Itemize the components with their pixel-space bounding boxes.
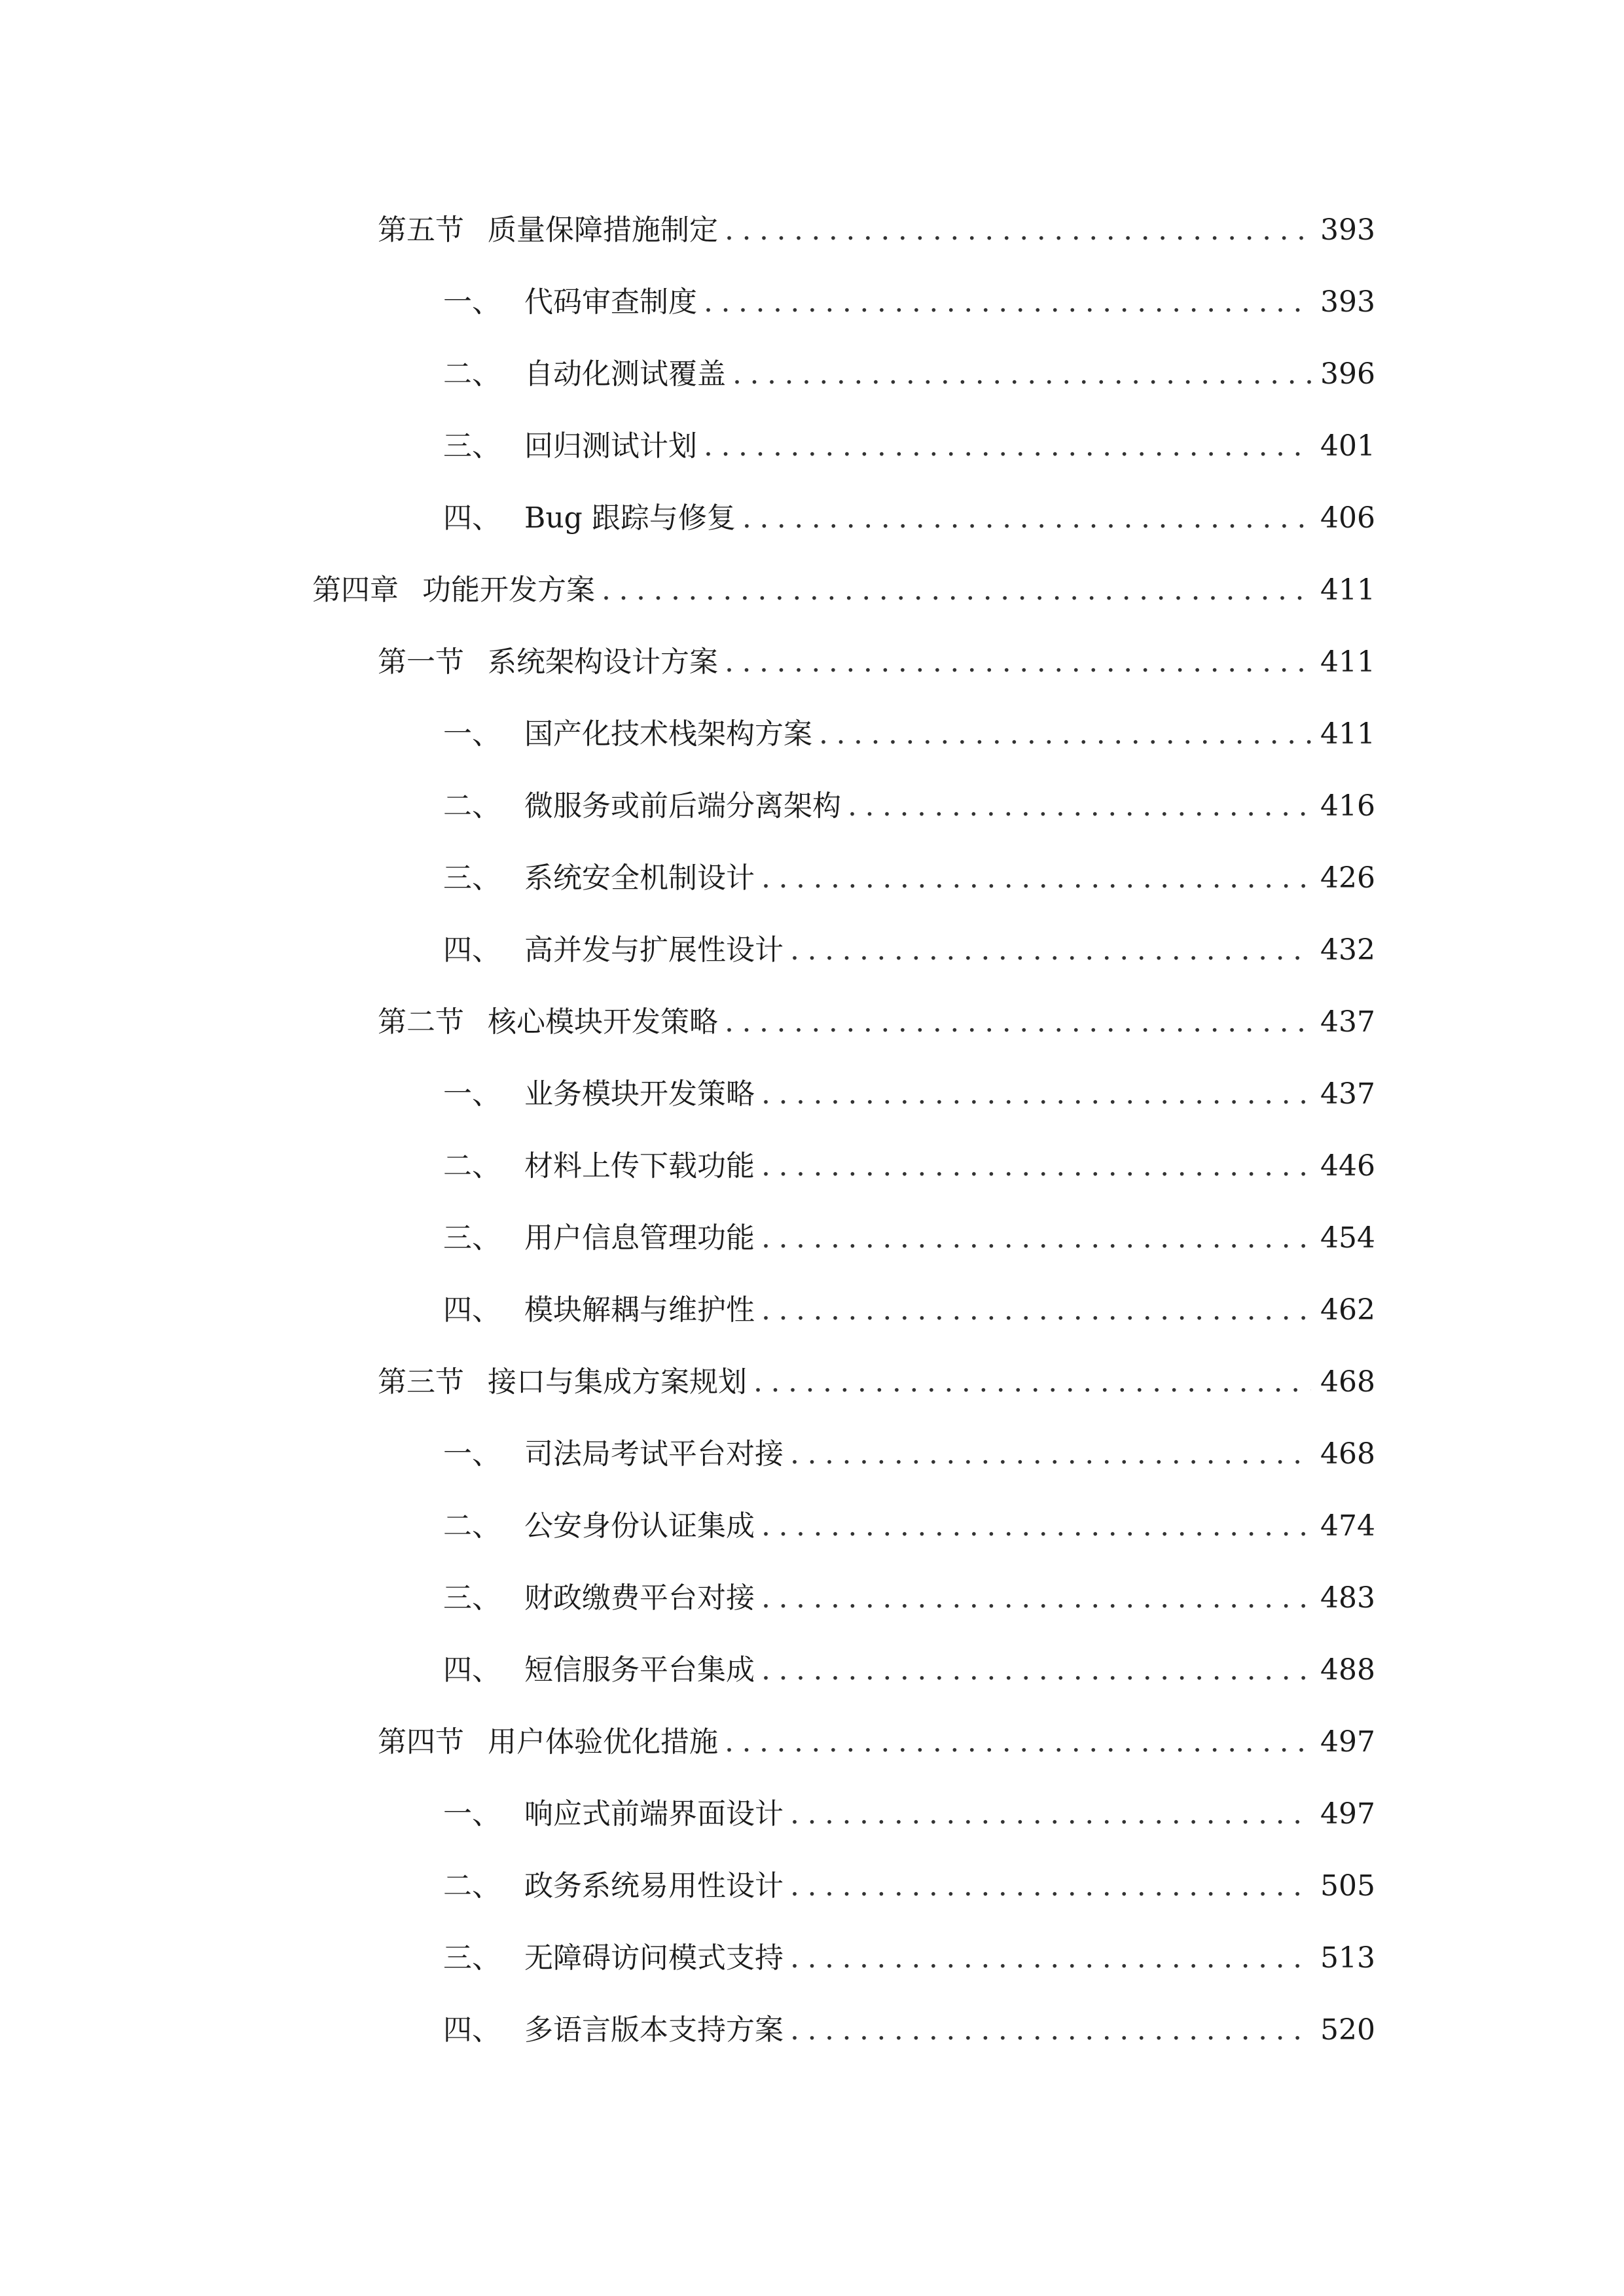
toc-entry-title: Bug 跟踪与修复 xyxy=(524,501,736,535)
toc-entry-number: 一、 xyxy=(443,1077,501,1111)
toc-entry-page: 468 xyxy=(1320,1365,1375,1399)
dot-leader xyxy=(761,1284,1311,1336)
toc-entry-subsection[interactable] xyxy=(443,1140,1375,1193)
dot-leader xyxy=(790,1788,1311,1840)
dot-leader xyxy=(819,708,1311,761)
toc-entry-number: 一、 xyxy=(443,285,501,319)
dot-leader xyxy=(704,420,1311,473)
toc-entry-page: 474 xyxy=(1320,1509,1375,1543)
toc-entry-number: 四、 xyxy=(443,2013,501,2047)
dot-leader xyxy=(761,1068,1311,1121)
dot-leader xyxy=(761,1212,1311,1265)
toc-entry-title: 回归测试计划 xyxy=(524,429,697,463)
toc-entry-number: 一、 xyxy=(443,1797,501,1831)
toc-entry-title: 无障碍访问模式支持 xyxy=(524,1941,784,1975)
toc-entry-page: 393 xyxy=(1320,285,1375,319)
toc-entry-page: 446 xyxy=(1320,1149,1375,1183)
toc-entry-page: 520 xyxy=(1320,2013,1375,2047)
toc-entry-subsection[interactable] xyxy=(443,1068,1375,1121)
toc-entry-subsection[interactable] xyxy=(443,852,1375,905)
toc-entry-section[interactable] xyxy=(378,636,1375,689)
toc-entry-section[interactable] xyxy=(378,996,1375,1049)
toc-entry-page: 426 xyxy=(1320,861,1375,895)
toc-entry-title: 模块解耦与维护性 xyxy=(524,1293,755,1327)
toc-entry-page: 411 xyxy=(1320,717,1375,751)
toc-entry-page: 411 xyxy=(1320,573,1375,607)
toc-entry-number: 一、 xyxy=(443,717,501,751)
toc-entry-title: 司法局考试平台对接 xyxy=(524,1437,784,1471)
toc-entry-subsection[interactable] xyxy=(443,1500,1375,1552)
toc-entry-page: 497 xyxy=(1320,1797,1375,1831)
dot-leader xyxy=(753,1356,1311,1408)
toc-entry-section[interactable] xyxy=(378,1716,1375,1768)
toc-entry-number: 三、 xyxy=(443,861,501,895)
toc-entry-subsection[interactable] xyxy=(443,1212,1375,1265)
toc-entry-subsection[interactable] xyxy=(443,2004,1375,2056)
dot-leader xyxy=(725,204,1311,257)
toc-entry-title: 系统架构设计方案 xyxy=(488,645,718,679)
toc-entry-title: 公安身份认证集成 xyxy=(524,1509,755,1543)
toc-entry-title: 材料上传下载功能 xyxy=(524,1149,755,1183)
dot-leader xyxy=(790,1932,1311,1984)
toc-entry-page: 437 xyxy=(1320,1005,1375,1039)
toc-entry-number: 第二节 xyxy=(378,1005,464,1039)
toc-entry-number: 二、 xyxy=(443,789,501,823)
toc-entry-number: 二、 xyxy=(443,1509,501,1543)
toc-entry-title: 响应式前端界面设计 xyxy=(524,1797,784,1831)
dot-leader xyxy=(725,636,1311,689)
toc-entry-title: 财政缴费平台对接 xyxy=(524,1581,755,1615)
toc-entry-title: 系统安全机制设计 xyxy=(524,861,755,895)
dot-leader xyxy=(790,2004,1311,2056)
toc-entry-subsection[interactable] xyxy=(443,1860,1375,1912)
toc-entry-number: 三、 xyxy=(443,1581,501,1615)
toc-entry-subsection[interactable] xyxy=(443,1932,1375,1984)
toc-entry-subsection[interactable] xyxy=(443,420,1375,473)
dot-leader xyxy=(725,1716,1311,1768)
toc-entry-subsection[interactable] xyxy=(443,924,1375,977)
toc-entry-title: 国产化技术栈架构方案 xyxy=(524,717,812,751)
toc-entry-chapter[interactable] xyxy=(312,564,1375,617)
dot-leader xyxy=(848,780,1311,833)
dot-leader xyxy=(742,492,1311,545)
toc-entry-page: 483 xyxy=(1320,1581,1375,1615)
toc-entry-subsection[interactable] xyxy=(443,708,1375,761)
toc-entry-number: 四、 xyxy=(443,1653,501,1687)
dot-leader xyxy=(761,852,1311,905)
toc-entry-title: 业务模块开发策略 xyxy=(524,1077,755,1111)
toc-entry-section[interactable] xyxy=(378,204,1375,257)
dot-leader xyxy=(602,564,1311,617)
toc-entry-number: 第四节 xyxy=(378,1725,464,1759)
toc-entry-number: 四、 xyxy=(443,933,501,967)
toc-entry-page: 454 xyxy=(1320,1221,1375,1255)
toc-entry-number: 三、 xyxy=(443,1941,501,1975)
dot-leader xyxy=(732,348,1311,401)
toc-entry-section[interactable] xyxy=(378,1356,1375,1408)
toc-entry-page: 462 xyxy=(1320,1293,1375,1327)
toc-entry-page: 513 xyxy=(1320,1941,1375,1975)
toc-entry-number: 第一节 xyxy=(378,645,464,679)
toc-entry-title: 用户体验优化措施 xyxy=(488,1725,718,1759)
toc-entry-title: 用户信息管理功能 xyxy=(524,1221,755,1255)
toc-entry-subsection[interactable] xyxy=(443,1284,1375,1336)
toc-entry-page: 437 xyxy=(1320,1077,1375,1111)
toc-entry-page: 497 xyxy=(1320,1725,1375,1759)
toc-entry-number: 二、 xyxy=(443,1869,501,1903)
toc-entry-page: 416 xyxy=(1320,789,1375,823)
toc-entry-subsection[interactable] xyxy=(443,1428,1375,1480)
toc-entry-number: 三、 xyxy=(443,1221,501,1255)
dot-leader xyxy=(725,996,1311,1049)
toc-entry-title: 核心模块开发策略 xyxy=(488,1005,718,1039)
toc-entry-number: 第三节 xyxy=(378,1365,464,1399)
toc-entry-subsection[interactable] xyxy=(443,276,1375,329)
toc-entry-title: 接口与集成方案规划 xyxy=(488,1365,747,1399)
dot-leader xyxy=(761,1572,1311,1624)
toc-entry-number: 二、 xyxy=(443,1149,501,1183)
toc-entry-title: 功能开发方案 xyxy=(422,573,595,607)
toc-entry-number: 第五节 xyxy=(378,213,464,247)
toc-entry-subsection[interactable] xyxy=(443,492,1375,545)
dot-leader xyxy=(790,1860,1311,1912)
toc-entry-number: 四、 xyxy=(443,1293,501,1327)
dot-leader xyxy=(761,1500,1311,1552)
toc-entry-page: 411 xyxy=(1320,645,1375,679)
toc-entry-number: 一、 xyxy=(443,1437,501,1471)
toc-entry-page: 393 xyxy=(1320,213,1375,247)
toc-entry-title: 多语言版本支持方案 xyxy=(524,2013,784,2047)
dot-leader xyxy=(704,276,1311,329)
dot-leader xyxy=(790,1428,1311,1480)
toc-entry-subsection[interactable] xyxy=(443,1788,1375,1840)
toc-entry-subsection[interactable] xyxy=(443,1572,1375,1624)
toc-entry-subsection[interactable] xyxy=(443,1644,1375,1696)
toc-entry-title: 微服务或前后端分离架构 xyxy=(524,789,841,823)
toc-entry-page: 432 xyxy=(1320,933,1375,967)
toc-entry-number: 二、 xyxy=(443,357,501,391)
dot-leader xyxy=(790,924,1311,977)
toc-entry-title: 高并发与扩展性设计 xyxy=(524,933,784,967)
toc-entry-number: 四、 xyxy=(443,501,501,535)
toc-entry-title: 质量保障措施制定 xyxy=(488,213,718,247)
toc-entry-number: 三、 xyxy=(443,429,501,463)
dot-leader xyxy=(761,1644,1311,1696)
dot-leader xyxy=(761,1140,1311,1193)
toc-entry-number: 第四章 xyxy=(312,573,399,607)
toc-entry-page: 488 xyxy=(1320,1653,1375,1687)
toc-entry-title: 自动化测试覆盖 xyxy=(524,357,726,391)
toc-entry-page: 468 xyxy=(1320,1437,1375,1471)
toc-entry-title: 短信服务平台集成 xyxy=(524,1653,755,1687)
toc-entry-subsection[interactable] xyxy=(443,780,1375,833)
toc-entry-title: 代码审查制度 xyxy=(524,285,697,319)
toc-entry-subsection[interactable] xyxy=(443,348,1375,401)
toc-entry-page: 505 xyxy=(1320,1869,1375,1903)
toc-entry-page: 401 xyxy=(1320,429,1375,463)
toc-entry-title: 政务系统易用性设计 xyxy=(524,1869,784,1903)
toc-entry-page: 396 xyxy=(1320,357,1375,391)
toc-entry-page: 406 xyxy=(1320,501,1375,535)
